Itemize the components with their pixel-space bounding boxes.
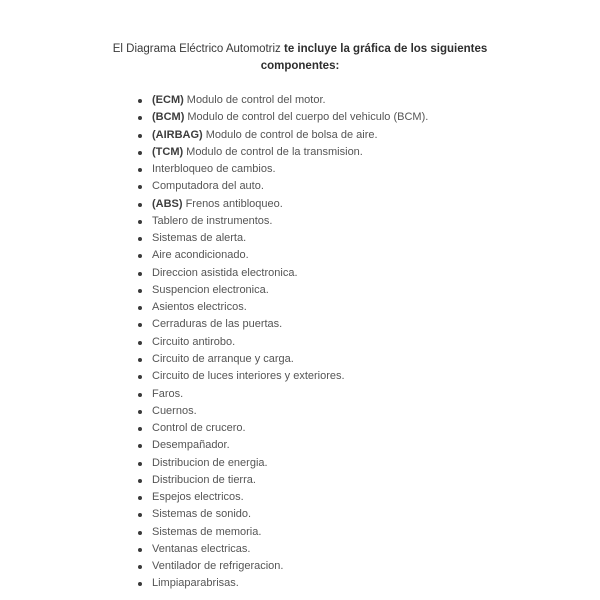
list-item — [136, 489, 428, 506]
list-item — [136, 144, 428, 161]
list-item — [136, 368, 428, 385]
bullet-icon — [138, 237, 142, 241]
list-item — [136, 92, 428, 109]
bullet-icon — [138, 289, 142, 293]
list-item — [136, 506, 428, 523]
bullet-icon — [138, 462, 142, 466]
list-item-code: (ABS) — [152, 197, 183, 210]
bullet-icon — [138, 479, 142, 483]
list-item — [136, 472, 428, 489]
list-item-text: Sistemas de alerta. — [152, 232, 247, 245]
list-item-text: Ventilador de refrigeracion. — [152, 560, 284, 573]
list-item — [136, 558, 428, 575]
bullet-icon — [138, 565, 142, 569]
list-item-text: Sistemas de memoria. — [152, 525, 262, 538]
list-item-text: Circuito de luces interiores y exteriores. — [152, 370, 345, 383]
list-item — [136, 178, 428, 195]
bullet-icon — [138, 410, 142, 414]
list-item-text: Modulo de control del cuerpo del vehiculo (BCM). — [187, 111, 429, 124]
list-item-text: Sistemas de sonido. — [152, 508, 252, 521]
list-item-text: Cuernos. — [152, 404, 197, 417]
bullet-icon — [138, 341, 142, 345]
list-item-text: Modulo de control de la transmision. — [186, 145, 363, 158]
list-item — [136, 247, 428, 264]
list-item — [136, 437, 428, 454]
bullet-icon — [138, 444, 142, 448]
bullet-icon — [138, 548, 142, 552]
list-item-text: Frenos antibloqueo. — [185, 197, 283, 210]
list-item-text: Modulo de control del motor. — [186, 94, 326, 106]
bullet-icon — [138, 375, 142, 379]
list-item — [136, 575, 428, 592]
bullet-icon — [138, 272, 142, 276]
list-item-text: Cerraduras de las puertas. — [152, 318, 283, 331]
list-item — [136, 282, 428, 299]
bullet-icon — [138, 358, 142, 362]
list-item-text: Computadora del auto. — [152, 180, 264, 193]
list-item-text: Modulo de control de bolsa de aire. — [205, 128, 378, 141]
list-item — [136, 403, 428, 420]
list-item-text: Espejos electricos. — [152, 491, 244, 504]
list-item-text: Control de crucero. — [152, 422, 246, 435]
list-item — [136, 127, 428, 144]
list-item — [136, 265, 428, 282]
bullet-icon — [138, 220, 142, 224]
list-item-text: Asientos electricos. — [152, 301, 247, 314]
list-item-text: Direccion asistida electronica. — [152, 266, 298, 279]
list-item-text: Distribucion de tierra. — [152, 473, 256, 486]
bullet-icon — [138, 168, 142, 172]
list-item — [136, 109, 428, 126]
bullet-icon — [138, 323, 142, 327]
intro-plain-text: El Diagrama Eléctrico Automotriz — [112, 43, 285, 55]
bullet-icon — [138, 134, 142, 138]
list-item — [136, 196, 428, 213]
list-item-text: Tablero de instrumentos. — [152, 214, 273, 227]
list-item — [136, 213, 428, 230]
bullet-icon — [138, 531, 142, 535]
bullet-icon — [138, 582, 142, 586]
list-item — [136, 524, 428, 541]
list-item — [136, 455, 428, 472]
list-item-text: Circuito de arranque y carga. — [152, 352, 294, 365]
bullet-icon — [138, 427, 142, 431]
bullet-icon — [138, 513, 142, 517]
bullet-icon — [138, 185, 142, 189]
bullet-icon — [138, 116, 142, 120]
list-item — [136, 161, 428, 178]
bullet-icon — [138, 496, 142, 500]
list-item — [136, 299, 428, 316]
bullet-icon — [138, 99, 142, 103]
list-item-text: Suspencion electronica. — [152, 283, 269, 296]
list-item-text: Interbloqueo de cambios. — [152, 163, 276, 176]
list-item — [136, 386, 428, 403]
bullet-icon — [138, 254, 142, 258]
list-item-text: Faros. — [152, 387, 184, 400]
bullet-icon — [138, 306, 142, 310]
list-item-text: Aire acondicionado. — [152, 249, 249, 262]
list-item — [136, 230, 428, 247]
list-item — [136, 334, 428, 351]
intro-bold-text: te incluye la gráfica de los siguientes componentes: — [260, 43, 488, 72]
list-item-code: (ECM) — [152, 94, 184, 106]
components-list — [136, 92, 428, 593]
bullet-icon — [138, 393, 142, 397]
list-item — [136, 316, 428, 333]
list-item — [136, 541, 428, 558]
list-item-code: (BCM) — [152, 111, 185, 124]
list-item-text: Circuito antirobo. — [152, 335, 236, 348]
list-item — [136, 351, 428, 368]
list-item-text: Ventanas electricas. — [152, 542, 251, 555]
list-item-code: (TCM) — [152, 145, 184, 158]
list-item-text: Distribucion de energia. — [152, 456, 268, 469]
intro-paragraph — [110, 41, 490, 75]
bullet-icon — [138, 151, 142, 155]
list-item-code: (AIRBAG) — [152, 128, 203, 141]
list-item-text: Limpiaparabrisas. — [152, 577, 239, 590]
list-item — [136, 420, 428, 437]
bullet-icon — [138, 203, 142, 207]
list-item-text: Desempañador. — [152, 439, 230, 452]
